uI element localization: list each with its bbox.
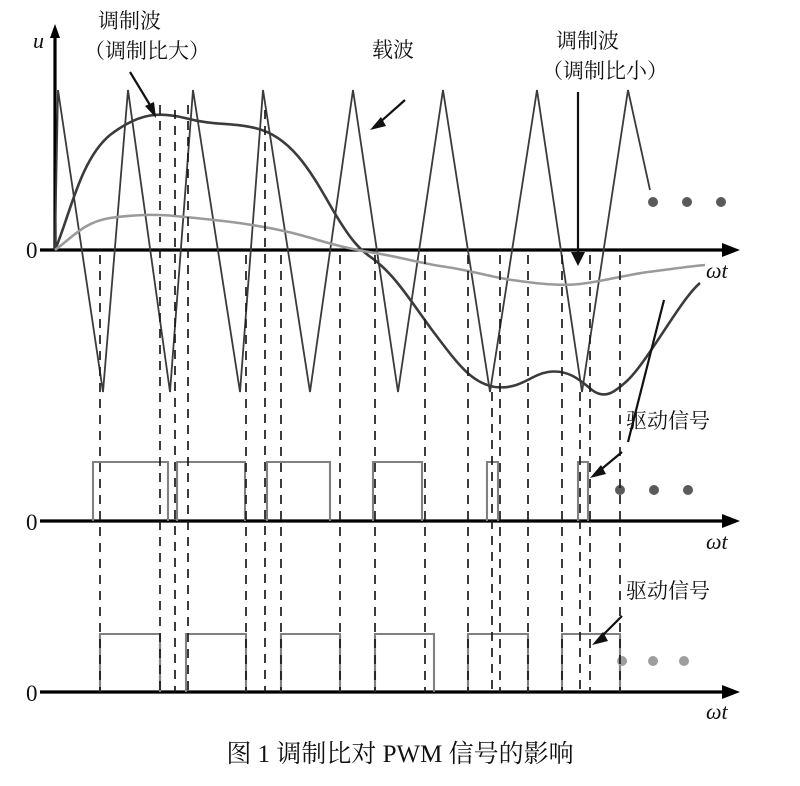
panel1-y-axis-arrowhead — [50, 24, 60, 38]
panel2-x-axis-arrowhead — [722, 514, 740, 528]
panel1-y-axis-label: u — [33, 28, 44, 53]
annotation-drive-top-label: 驱动信号 — [626, 409, 710, 433]
ellipsis-dot — [683, 485, 693, 495]
annotation-mod-large-line1: 调制波 — [98, 9, 161, 33]
panel3-x-axis-arrowhead — [722, 685, 740, 699]
panel3-zero-label: 0 — [26, 681, 38, 706]
pwm-pulse — [93, 462, 168, 521]
panel1-x-axis-arrowhead — [722, 243, 740, 257]
panel3-x-axis-label: ωt — [706, 699, 728, 724]
panel2-zero-label: 0 — [26, 510, 38, 535]
annotation-mod-large-line2: （调制比大） — [84, 39, 210, 63]
annotation-carrier — [370, 38, 414, 130]
ellipsis-dot — [649, 485, 659, 495]
figure-caption: 图 1 调制比对 PWM 信号的影响 — [226, 741, 574, 768]
annotation-mod-small-arrowhead — [571, 252, 585, 266]
ellipsis-dot — [648, 656, 658, 666]
pwm-pulse — [562, 634, 620, 692]
panel-drive-signal-large — [26, 462, 740, 554]
ellipsis-dot — [648, 197, 658, 207]
pwm-pulse — [186, 634, 246, 692]
dashed-guides — [100, 105, 620, 692]
panel-drive-signal-small — [26, 634, 740, 724]
annotation-drive-bottom — [592, 579, 710, 645]
annotation-carrier-label: 载波 — [372, 38, 414, 62]
pwm-pulse — [373, 462, 422, 521]
pwm-pulse — [267, 462, 330, 521]
panel1-zero-label: 0 — [26, 238, 38, 263]
pwm-pulse — [281, 634, 340, 692]
annotation-drive-top — [590, 300, 710, 478]
ellipsis-dot — [617, 656, 627, 666]
annotation-drive-bottom-label: 驱动信号 — [626, 579, 710, 603]
pwm-pulse — [100, 634, 160, 692]
pwm-pulse — [468, 634, 528, 692]
ellipsis-dot — [716, 197, 726, 207]
annotation-modulation-small — [542, 29, 668, 266]
ellipsis-dot — [682, 197, 692, 207]
ellipsis-dot — [679, 656, 689, 666]
panel2-x-axis-label: ωt — [706, 529, 728, 554]
annotation-mod-small-line2: （调制比小） — [542, 59, 668, 83]
panel1-x-axis-label: ωt — [706, 258, 728, 283]
annotation-modulation-large — [84, 9, 210, 118]
annotation-mod-small-line1: 调制波 — [556, 29, 619, 53]
